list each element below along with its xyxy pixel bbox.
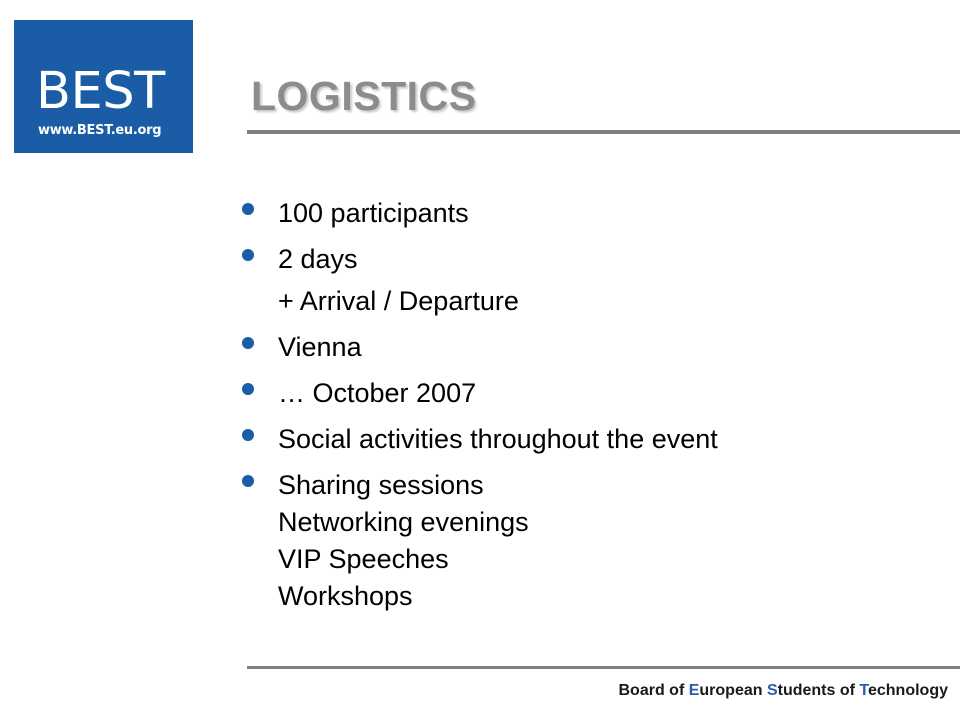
footer-part: S bbox=[766, 682, 778, 699]
bullet-text: + Arrival / Departure bbox=[278, 286, 519, 316]
bullet-item bbox=[240, 421, 940, 458]
footer-part: uropean bbox=[699, 682, 767, 699]
bullet-text: Sharing sessions bbox=[278, 470, 484, 500]
logo-wordmark: BEST bbox=[36, 62, 165, 121]
bullet-item bbox=[240, 329, 940, 366]
slide-title: LOGISTICS bbox=[251, 73, 477, 119]
bullet-text: Networking evenings bbox=[278, 507, 529, 537]
bullet-text: VIP Speeches bbox=[278, 544, 449, 574]
bullet-dot-icon bbox=[242, 475, 254, 487]
best-logo bbox=[14, 20, 193, 153]
bullet-dot-icon bbox=[242, 383, 254, 395]
logo-url: www.BEST.eu.org bbox=[38, 123, 162, 138]
footer-part: E bbox=[688, 682, 700, 699]
bullet-text: Social activities throughout the event bbox=[278, 424, 718, 454]
bullet-item bbox=[240, 375, 940, 412]
bullet-text: 2 days bbox=[278, 244, 358, 274]
bullet-item bbox=[240, 467, 940, 615]
bullet-dot-icon bbox=[242, 249, 254, 261]
footer-text bbox=[619, 682, 949, 700]
footer-divider bbox=[247, 666, 960, 669]
bullet-continuation bbox=[240, 283, 940, 320]
bullet-dot-icon bbox=[242, 203, 254, 215]
bullet-dot-icon bbox=[242, 429, 254, 441]
bullet-item bbox=[240, 241, 940, 278]
footer-part: echnology bbox=[867, 682, 948, 699]
bullet-text: … October 2007 bbox=[278, 378, 477, 408]
bullet-text: 100 participants bbox=[278, 198, 469, 228]
bullet-item bbox=[240, 195, 940, 232]
bullet-dot-icon bbox=[242, 337, 254, 349]
footer-part: T bbox=[859, 682, 868, 699]
footer-part: tudents of bbox=[777, 682, 860, 699]
bullet-text: Workshops bbox=[278, 581, 413, 611]
bullet-list bbox=[240, 195, 940, 624]
title-divider bbox=[247, 130, 960, 134]
bullet-text: Vienna bbox=[278, 332, 362, 362]
footer-part: Board of bbox=[618, 682, 689, 699]
